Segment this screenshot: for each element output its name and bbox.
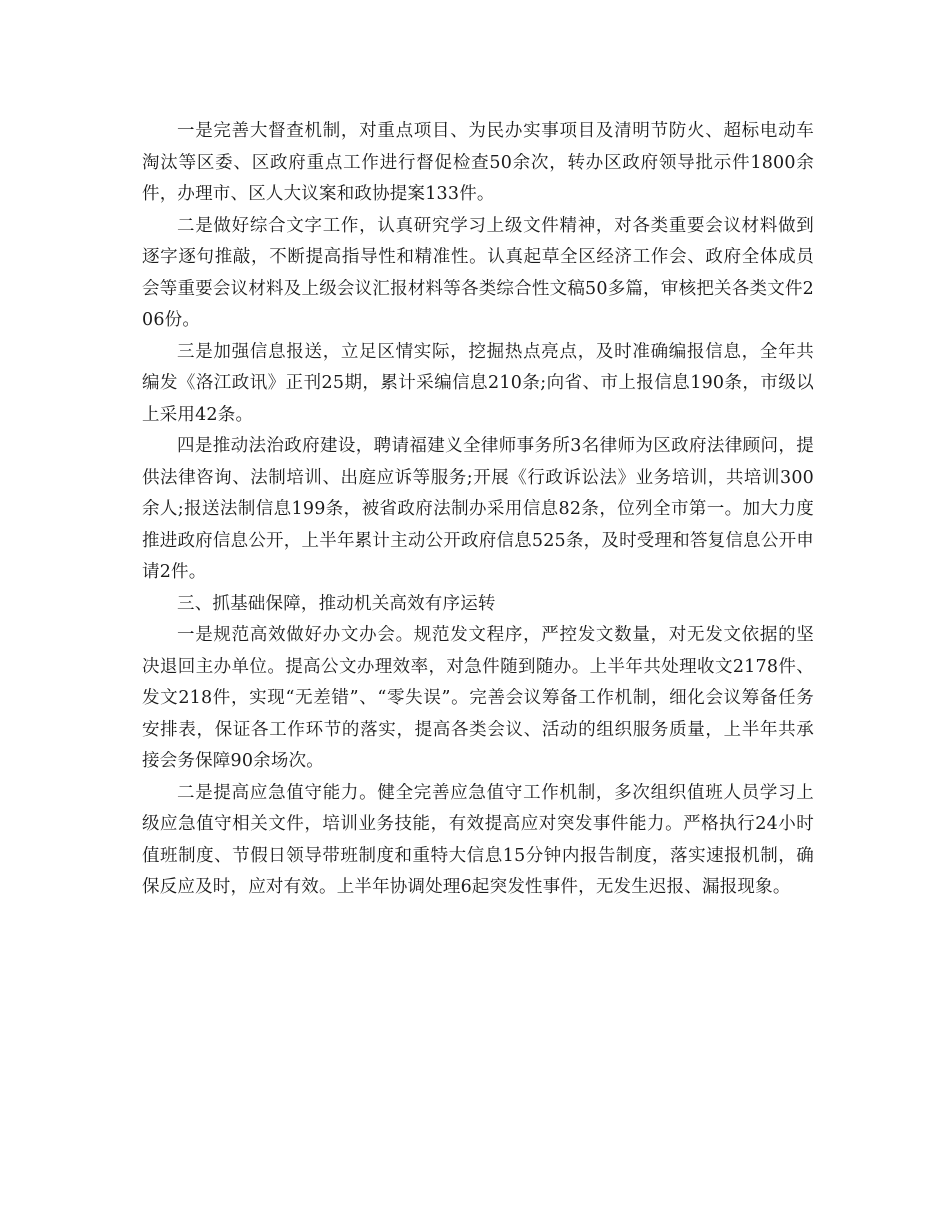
paragraph-rule-of-law: 四是推动法治政府建设，聘请福建义全律师事务所3名律师为区政府法律顾问，提供法律咨询、法制培训、出庭应诉等服务;开展《行政诉讼法》业务培训，共培训300余人;报送法制信息199条，被省政府法制办采用信息82条，位列全市第一。加大力度推进政府信息公开，上半年累计主动公开政府信息525条，及时受理和答复信息公开申请2件。: [142, 436, 814, 582]
section-heading: 三、抓基础保障，推动机关高效有序运转: [177, 593, 496, 614]
paragraph-writing: 二是做好综合文字工作，认真研究学习上级文件精神，对各类重要会议材料做到逐字逐句推敲，不断提高指导性和精准性。认真起草全区经济工作会、政府全体成员会等重要会议材料及上级会议汇报材料等各类综合性文稿50多篇，审核把关各类文件206份。: [142, 215, 814, 330]
paragraph-documents-meetings: 一是规范高效做好办文办会。规范发文程序，严控发文数量，对无发文依据的坚决退回主办单位。提高公文办理效率，对急件随到随办。上半年共处理收文2178件、发文218件，实现“无差错”、“零失误”。完善会议筹备工作机制，细化会议筹备任务安排表，保证各工作环节的落实，提高各类会议、活动的组织服务质量，上半年共承接会务保障90余场次。: [142, 625, 814, 771]
paragraph-supervision: 一是完善大督查机制，对重点项目、为民办实事项目及清明节防火、超标电动车淘汰等区委、区政府重点工作进行督促检查50余次，转办区政府领导批示件1800余件，办理市、区人大议案和政协提案133件。: [142, 121, 814, 204]
paragraph-information: 三是加强信息报送，立足区情实际，挖掘热点亮点，及时准确编报信息，全年共编发《洛江政讯》正刊25期，累计采编信息210条;向省、市上报信息190条，市级以上采用42条。: [142, 341, 814, 425]
paragraph-emergency-duty: 二是提高应急值守能力。健全完善应急值守工作机制，多次组织值班人员学习上级应急值守相关文件，培训业务技能，有效提高应对突发事件能力。严格执行24小时值班制度、节假日领导带班制度和重特大信息15分钟内报告制度，落实速报机制，确保反应及时，应对有效。上半年协调处理6起突发性事件，无发生迟报、漏报现象。: [142, 782, 814, 897]
document-body: [142, 116, 814, 904]
